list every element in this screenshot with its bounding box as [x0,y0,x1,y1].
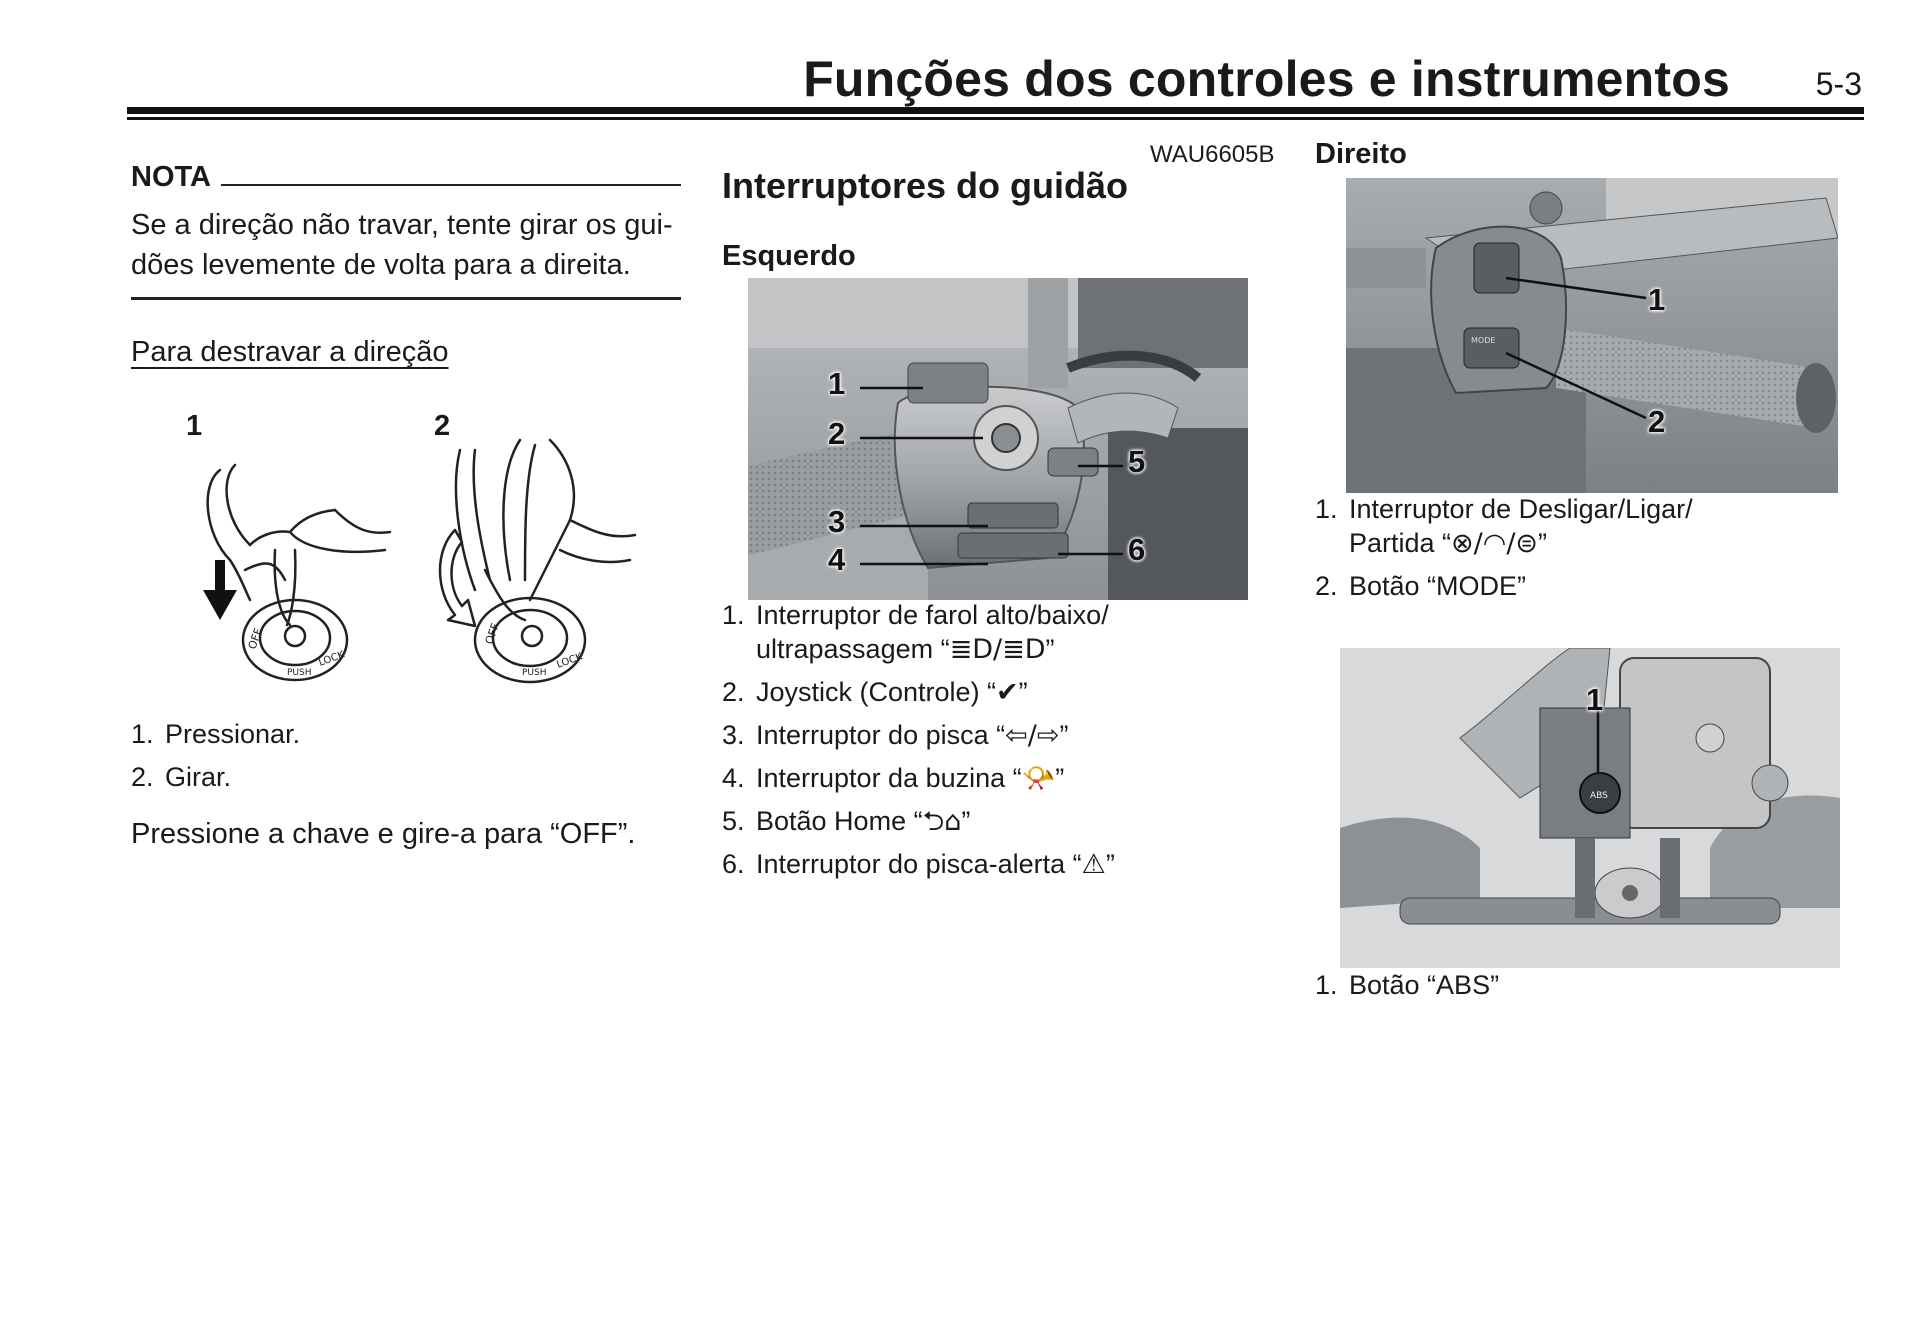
checkmark-icon: ✔ [996,677,1019,708]
note-bottom-rule [131,297,681,300]
headlight-icon: ≣D/≣D [949,634,1046,665]
header-rule-thin [127,117,1864,120]
horn-icon: 📯 [1021,763,1056,794]
key-press-illustration [195,440,395,690]
unlock-instruction: Pressione a chave e gire-a para “OFF”. [131,818,636,850]
note-text-line-2: dões levemente de volta para a direita. [131,249,631,281]
document-code: WAU6605B [1150,141,1275,168]
hazard-icon: ⚠ [1081,849,1106,880]
right-handlebar-photo [1346,178,1838,493]
list-item: 1. Botão “ABS” [1315,970,1500,1000]
left-photo-callout-3: 3 [828,504,846,539]
list-item: 1. Interruptor de Desligar/Ligar/ Partida “⊗/◠/⊜” [1315,494,1693,559]
key-marking-lock: LOCK [317,649,347,669]
list-item: 5. Botão Home “⮌⌂” [722,806,971,837]
right-switches-heading: Direito [1315,138,1407,170]
unlock-steps-list [131,713,300,799]
note-heading-rule [221,184,681,186]
page-title: Funções dos controles e instrumentos [803,51,1730,107]
left-switches-list [722,598,1115,882]
list-item: 3. Interruptor do pisca “⇦/⇨” [722,720,1069,751]
key-marking-off-2: OFF [482,621,503,647]
list-item: 6. Interruptor do pisca-alerta “⚠” [722,849,1115,880]
note-text [131,205,686,285]
list-item: 4. Interruptor da buzina “📯” [722,763,1065,794]
abs-photo-callout-1: 1 [1586,682,1604,717]
key-marking-push: PUSH [287,668,312,678]
abs-list [1315,968,1499,1002]
left-switches-heading: Esquerdo [722,240,856,272]
right-photo-callout-1: 1 [1648,282,1666,317]
page-number: 5-3 [1815,66,1862,102]
figure-label-2: 2 [434,410,451,442]
key-turn-illustration [430,430,640,690]
section-title: Interruptores do guidão [722,165,1129,206]
list-item: 2. Joystick (Controle) “✔” [722,677,1028,708]
right-handlebar-image [1346,178,1838,493]
left-photo-callout-2: 2 [828,416,846,451]
left-photo-callout-6: 6 [1128,532,1146,567]
engine-stop-start-icon: ⊗/◠/⊜ [1451,528,1539,559]
right-switches-list [1315,492,1693,603]
note-heading [131,161,681,194]
home-icon: ⮌⌂ [922,806,962,837]
note-text-line-1: Se a direção não travar, tente girar os gui- [131,209,673,241]
figure-label-1: 1 [186,410,203,442]
abs-button-label: ABS [1590,791,1608,801]
left-handlebar-image [748,278,1248,600]
left-handlebar-photo [748,278,1248,600]
key-marking-push-2: PUSH [522,668,547,678]
key-marking-lock-2: LOCK [555,651,585,671]
list-item: 2. Girar. [131,762,232,792]
header-rule-thick [127,107,1864,114]
mode-button-label: MODE [1471,336,1496,345]
key-marking-off: OFF [245,626,266,652]
right-photo-callout-2: 2 [1648,404,1666,439]
abs-button-photo [1340,648,1840,968]
left-photo-callout-5: 5 [1128,444,1146,479]
list-item: 1. Interruptor de farol alto/baixo/ ultrapassagem “≣D/≣D” [722,600,1109,665]
list-item: 1. Pressionar. [131,719,301,749]
left-photo-callout-4: 4 [828,542,846,577]
left-photo-callout-1: 1 [828,366,846,401]
unlock-heading: Para destravar a direção [131,336,449,368]
turn-signal-icon: ⇦/⇨ [1005,720,1060,751]
list-item: 2. Botão “MODE” [1315,571,1527,601]
note-label: NOTA [131,161,212,193]
